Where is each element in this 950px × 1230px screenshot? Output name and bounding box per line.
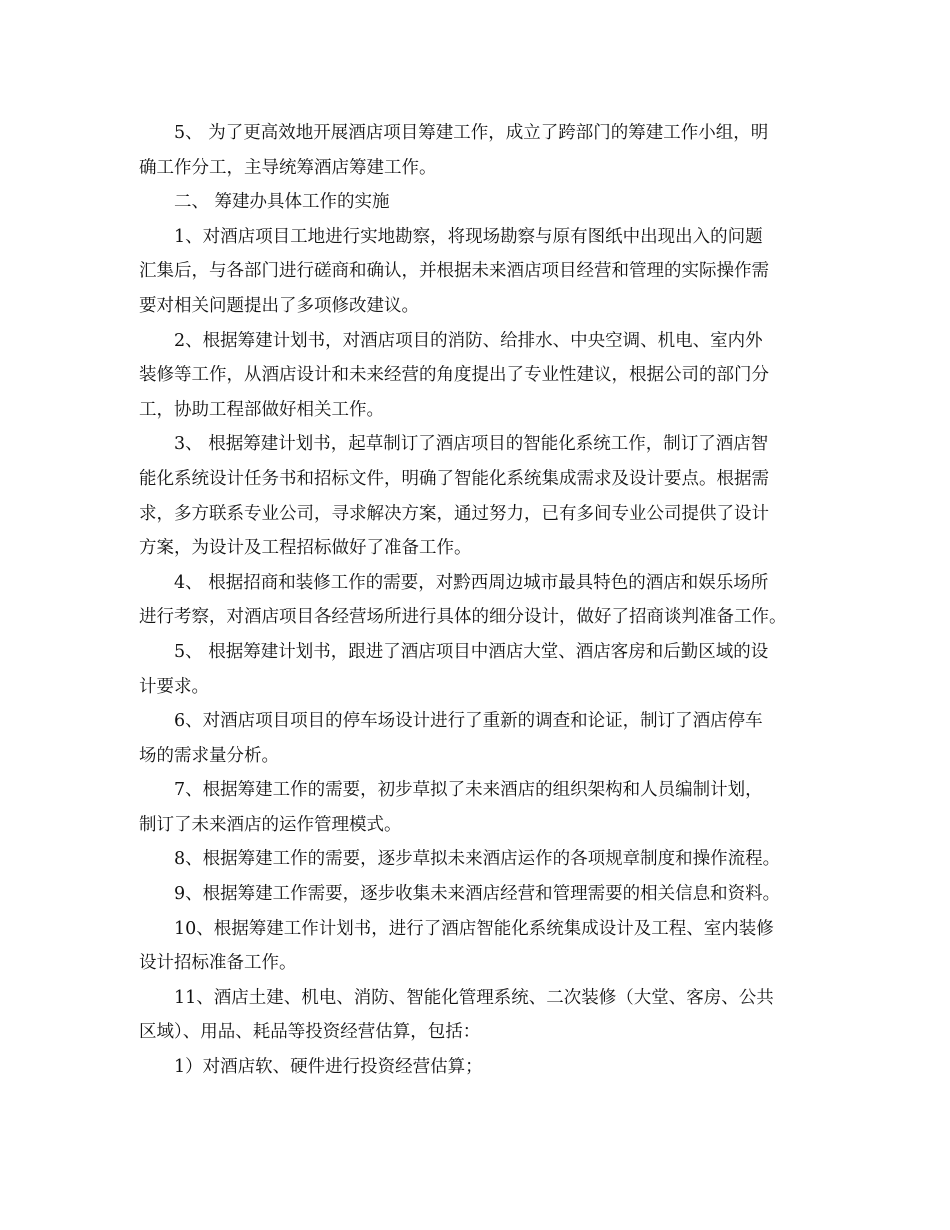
- paragraph-tender-prep: [139, 912, 815, 981]
- section-heading: [139, 185, 815, 220]
- paragraph-parking: [139, 704, 815, 773]
- text-line: 5、 为了更高效地开展酒店项目筹建工作，成立了跨部门的筹建工作小组，明: [139, 123, 769, 143]
- paragraph-site-survey: [139, 220, 815, 324]
- text-line: 能化系统设计任务书和招标文件，明确了智能化系统集成需求及设计要点。根据需: [139, 468, 769, 489]
- text-line: 5、 根据筹建计划书，跟进了酒店项目中酒店大堂、酒店客房和后勤区域的设: [139, 641, 769, 662]
- paragraph-org-structure: [139, 773, 815, 842]
- text-line: 11、酒店土建、机电、消防、智能化管理系统、二次装修（大堂、客房、公共: [139, 987, 774, 1008]
- text-line: 要对相关问题提出了多项修改建议。: [139, 295, 419, 316]
- text-line: 2、根据筹建计划书，对酒店项目的消防、给排水、中央空调、机电、室内外: [139, 330, 763, 351]
- paragraph-fire-hvac: [139, 324, 815, 428]
- document-body: [139, 116, 815, 1085]
- text-line: 工，协助工程部做好相关工作。: [139, 399, 384, 420]
- text-line: 6、对酒店项目项目的停车场设计进行了重新的调查和论证，制订了酒店停车: [139, 711, 763, 732]
- text-line: 汇集后，与各部门进行磋商和确认，并根据未来酒店项目经营和管理的实际操作需: [139, 261, 769, 282]
- paragraph-establish-team: [139, 116, 815, 185]
- text-line: 确工作分工，主导统筹酒店筹建工作。: [139, 157, 437, 178]
- text-line: 计要求。: [139, 676, 209, 697]
- text-line: 制订了未来酒店的运作管理模式。: [139, 814, 402, 835]
- paragraph-estimate: [139, 981, 815, 1050]
- text-line: 求，多方联系专业公司，寻求解决方案，通过努力，已有多间专业公司提供了设计: [139, 503, 769, 524]
- text-line: 9、根据筹建工作需要，逐步收集未来酒店经营和管理需要的相关信息和资料。: [139, 884, 781, 905]
- text-line: 8、根据筹建工作的需要，逐步草拟未来酒店运作的各项规章制度和操作流程。: [139, 849, 781, 870]
- text-line: 方案，为设计及工程招标做好了准备工作。: [139, 538, 472, 559]
- text-line: 1、对酒店项目工地进行实地勘察，将现场勘察与原有图纸中出现出入的问题: [139, 226, 763, 247]
- text-line: 4、 根据招商和装修工作的需要，对黔西周边城市最具特色的酒店和娱乐场所: [139, 572, 769, 593]
- paragraph-lobby-rooms: [139, 635, 815, 704]
- text-line: 二、 筹建办具体工作的实施: [139, 192, 390, 213]
- paragraph-investment-survey: [139, 566, 815, 635]
- paragraph-regulations: [139, 842, 815, 877]
- text-line: 场的需求量分析。: [139, 745, 279, 766]
- text-line: 装修等工作，从酒店设计和未来经营的角度提出了专业性建议，根据公司的部门分: [139, 365, 769, 386]
- paragraph-estimate-item-1: [139, 1050, 815, 1085]
- paragraph-information: [139, 877, 815, 912]
- text-line: 10、根据筹建工作计划书，进行了酒店智能化系统集成设计及工程、室内装修: [139, 918, 774, 939]
- text-line: 区域）、用品、耗品等投资经营估算，包括：: [139, 1022, 481, 1043]
- text-line: 设计招标准备工作。: [139, 953, 297, 974]
- text-line: 1）对酒店软、硬件进行投资经营估算；: [139, 1057, 483, 1078]
- paragraph-intelligent-system: [139, 427, 815, 565]
- text-line: 进行考察，对酒店项目各经营场所进行具体的细分设计，做好了招商谈判准备工作。: [139, 607, 787, 628]
- text-line: 3、 根据筹建计划书，起草制订了酒店项目的智能化系统工作，制订了酒店智: [139, 434, 769, 455]
- text-line: 7、根据筹建工作的需要，初步草拟了未来酒店的组织架构和人员编制计划，: [139, 780, 763, 801]
